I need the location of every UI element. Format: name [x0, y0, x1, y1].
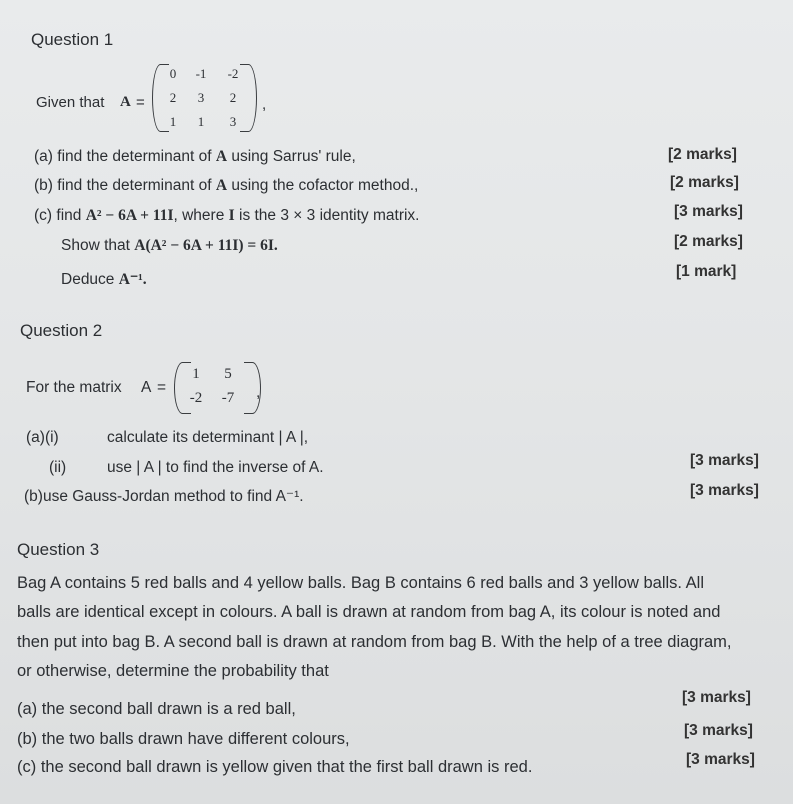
- q3-item-a-mark: [3 marks]: [682, 689, 751, 706]
- q1-matrix-name: A: [120, 94, 131, 110]
- q1-matrix-cell: 1: [197, 114, 205, 129]
- question-1-title: Question 1: [31, 30, 114, 49]
- item-text: is the 3 × 3 identity matrix.: [239, 207, 420, 224]
- item-expression: A² − 6A + 11I: [85, 207, 174, 224]
- item-text: using Sarrus' rule,: [231, 148, 356, 165]
- q3-item-b-mark: [3 marks]: [684, 722, 753, 739]
- item-label: (b): [34, 177, 53, 194]
- q1-matrix-cell: 1: [169, 114, 177, 129]
- q2-matrix-cell: 5: [224, 366, 232, 382]
- item-label: (b): [24, 488, 43, 505]
- q2-a-text: calculate its determinant | A |,: [107, 429, 309, 446]
- item-text: using the cofactor method.,: [231, 177, 419, 194]
- deduce-expression: A⁻¹.: [118, 271, 147, 288]
- q1-item-c: [34, 207, 419, 225]
- q2-trailing: ,: [256, 384, 261, 401]
- q3-paragraph-line: or otherwise, determine the probability that: [17, 661, 329, 680]
- q2-matrix-name: A: [141, 379, 152, 396]
- q2-matrix-cell: -7: [221, 390, 235, 406]
- right-paren: [240, 64, 257, 132]
- q2-a-label: (a)(i): [26, 429, 59, 446]
- q2-matrix: [170, 360, 265, 414]
- q1-trailing: ,: [262, 96, 267, 113]
- item-text: find: [56, 207, 82, 224]
- show-that-expression: A(A² − 6A + 11I) = 6I.: [134, 237, 278, 254]
- q1-given-prefix: Given that: [36, 94, 105, 111]
- q3-item-b: (b) the two balls drawn have different colours,: [17, 730, 350, 748]
- q1-deduce-mark: [1 mark]: [676, 263, 737, 280]
- q2-prefix: For the matrix: [26, 379, 122, 396]
- q1-item-a-mark: [2 marks]: [668, 146, 737, 163]
- item-bold: A: [215, 177, 228, 194]
- q1-matrix-cell: 3: [197, 90, 205, 105]
- q2-b-mark: [3 marks]: [690, 482, 759, 499]
- q3-paragraph-line: then put into bag B. A second ball is drawn at random from bag B. With the help of a tree diagram,: [17, 632, 732, 651]
- q2-b: [24, 487, 304, 506]
- item-label: (a): [34, 148, 53, 165]
- q1-item-a: [34, 148, 356, 166]
- item-label: (c): [34, 207, 53, 224]
- q1-deduce: [61, 270, 147, 289]
- q1-matrix-cell: -2: [227, 66, 239, 81]
- deduce-text: Deduce: [61, 271, 115, 288]
- show-that-text: Show that: [61, 237, 130, 254]
- q3-item-c-mark: [3 marks]: [686, 751, 755, 768]
- question-3-title: Question 3: [17, 540, 100, 559]
- item-bold: A: [215, 148, 228, 165]
- q1-matrix-cell: 0: [169, 66, 177, 81]
- question-2-title: Question 2: [20, 321, 103, 340]
- q2-aii-text: use | A | to find the inverse of A.: [107, 459, 324, 476]
- item-text: find the determinant of: [57, 177, 212, 194]
- q3-item-a: (a) the second ball drawn is a red ball,: [17, 700, 296, 718]
- q1-matrix-cell: 3: [229, 114, 237, 129]
- q1-item-c-mark: [3 marks]: [674, 203, 743, 220]
- q2-aii-label: (ii): [49, 459, 67, 476]
- q3-paragraph-line: balls are identical except in colours. A ball is drawn at random from bag A, its colour is noted and: [17, 603, 721, 622]
- item-bold: I: [228, 207, 235, 224]
- q1-matrix: [146, 60, 261, 136]
- q1-matrix-cell: -1: [195, 66, 207, 81]
- q2-matrix-cell: -2: [189, 390, 203, 406]
- q2-aii-mark: [3 marks]: [690, 452, 759, 469]
- q1-item-b-mark: [2 marks]: [670, 174, 739, 191]
- q1-show-that: [61, 237, 278, 255]
- q3-paragraph-line: Bag A contains 5 red balls and 4 yellow balls. Bag B contains 6 red balls and 3 yellow balls. All: [17, 574, 704, 592]
- item-text: use Gauss-Jordan method to find A⁻¹.: [42, 488, 304, 505]
- q2-matrix-cell: 1: [192, 366, 200, 382]
- q2-equals: =: [157, 379, 167, 396]
- q1-item-b: [34, 177, 418, 195]
- q1-matrix-cell: 2: [229, 90, 237, 105]
- q3-item-c: (c) the second ball drawn is yellow given that the first ball drawn is red.: [17, 758, 533, 776]
- item-text: , where: [173, 207, 225, 224]
- q1-show-that-mark: [2 marks]: [674, 233, 743, 250]
- q1-matrix-cell: 2: [169, 90, 177, 105]
- q3-paragraph: [17, 569, 787, 686]
- q1-equals: =: [136, 94, 145, 111]
- item-text: find the determinant of: [57, 148, 212, 165]
